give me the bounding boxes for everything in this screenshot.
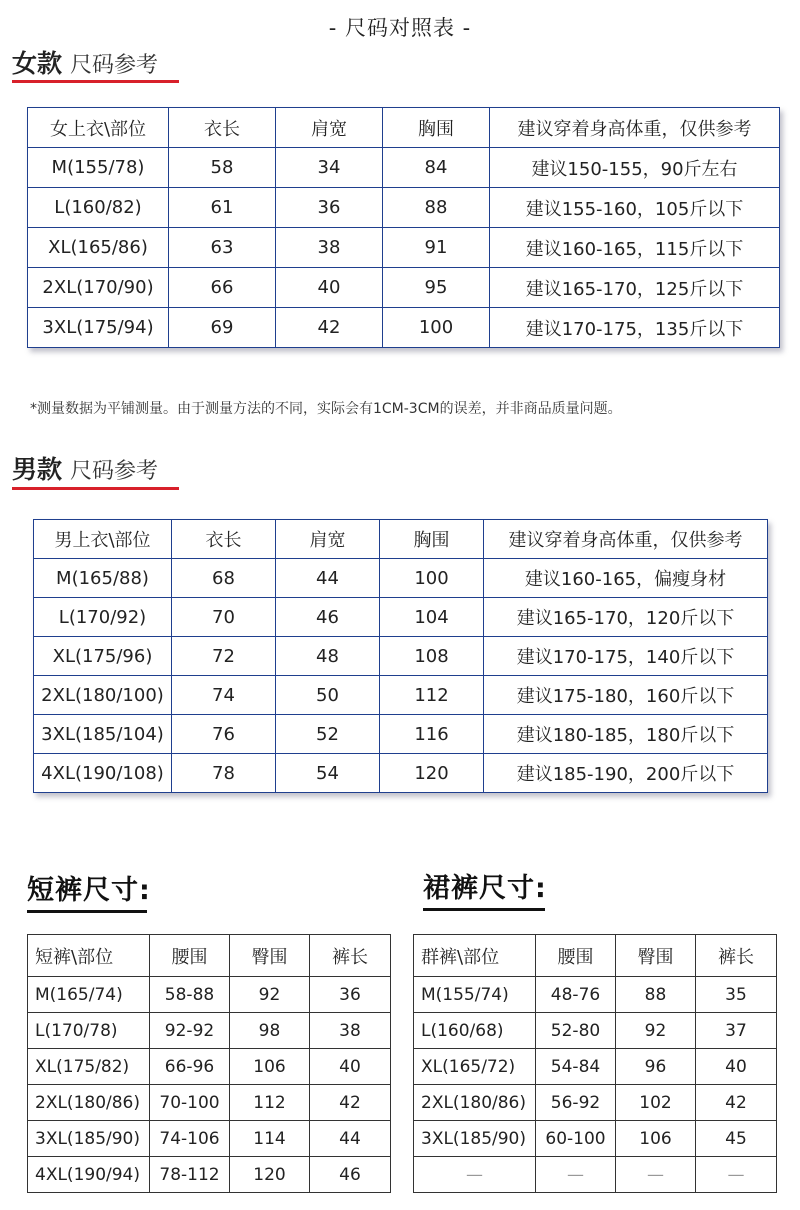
table-cell: 46 <box>310 1157 391 1193</box>
women-column-header: 女上衣\部位 <box>28 108 169 148</box>
table-row <box>34 676 768 715</box>
table-cell: 70-100 <box>150 1085 230 1121</box>
table-cell: 58-88 <box>150 977 230 1013</box>
table-cell: 98 <box>230 1013 310 1049</box>
men-heading: 男款 <box>12 455 63 484</box>
table-cell: M(165/88) <box>34 559 172 598</box>
shorts-header-row <box>28 935 391 977</box>
table-cell: 116 <box>380 715 484 754</box>
shorts-section-heading <box>27 868 151 907</box>
shorts-heading: 短裤尺寸: <box>27 875 151 906</box>
table-row <box>414 1013 777 1049</box>
table-cell: 69 <box>169 308 276 348</box>
table-cell: 63 <box>169 228 276 268</box>
table-cell: XL(165/86) <box>28 228 169 268</box>
men-section-heading <box>12 450 158 486</box>
table-cell: 3XL(185/90) <box>28 1121 150 1157</box>
table-cell: 95 <box>383 268 490 308</box>
table-cell: 建议155-160，105斤以下 <box>490 188 780 228</box>
shorts-size-table <box>27 934 391 1193</box>
table-cell: 36 <box>310 977 391 1013</box>
table-cell: 58 <box>169 148 276 188</box>
table-cell: 54 <box>276 754 380 793</box>
table-row <box>28 1157 391 1193</box>
skort-column-header: 腰围 <box>536 935 616 977</box>
table-cell: 70 <box>172 598 276 637</box>
table-cell: L(170/78) <box>28 1013 150 1049</box>
table-cell: 60-100 <box>536 1121 616 1157</box>
men-subheading: 尺码参考 <box>70 459 159 484</box>
table-cell: 40 <box>310 1049 391 1085</box>
table-cell: 建议180-185，180斤以下 <box>484 715 768 754</box>
skort-header-row <box>414 935 777 977</box>
measurement-note: *测量数据为平铺测量。由于测量方法的不同，实际会有1CM-3CM的误差，并非商品质量问题。 <box>30 401 622 417</box>
table-cell: 建议165-170，125斤以下 <box>490 268 780 308</box>
table-cell: XL(175/96) <box>34 637 172 676</box>
table-cell: — <box>616 1157 696 1193</box>
table-row <box>28 1085 391 1121</box>
table-cell: 104 <box>380 598 484 637</box>
table-cell: 74-106 <box>150 1121 230 1157</box>
table-cell: 38 <box>310 1013 391 1049</box>
table-cell: 2XL(170/90) <box>28 268 169 308</box>
table-row <box>28 1049 391 1085</box>
table-cell: 91 <box>383 228 490 268</box>
table-cell: 建议165-170，120斤以下 <box>484 598 768 637</box>
men-column-header: 衣长 <box>172 520 276 559</box>
table-cell: 48 <box>276 637 380 676</box>
table-cell: 42 <box>310 1085 391 1121</box>
table-cell: 36 <box>276 188 383 228</box>
men-column-header: 男上衣\部位 <box>34 520 172 559</box>
men-column-header: 胸围 <box>380 520 484 559</box>
skort-section-heading <box>423 866 547 905</box>
table-cell: 102 <box>616 1085 696 1121</box>
table-cell: 3XL(185/104) <box>34 715 172 754</box>
table-cell: 112 <box>230 1085 310 1121</box>
women-column-header: 建议穿着身高体重，仅供参考 <box>490 108 780 148</box>
table-cell: M(165/74) <box>28 977 150 1013</box>
women-column-header: 胸围 <box>383 108 490 148</box>
table-cell: 4XL(190/108) <box>34 754 172 793</box>
table-cell: 56-92 <box>536 1085 616 1121</box>
table-cell: 44 <box>310 1121 391 1157</box>
table-cell: 45 <box>696 1121 777 1157</box>
table-cell: 50 <box>276 676 380 715</box>
table-cell: 建议185-190，200斤以下 <box>484 754 768 793</box>
page-title: - 尺码对照表 - <box>328 16 472 40</box>
table-row <box>414 1085 777 1121</box>
table-cell: 120 <box>230 1157 310 1193</box>
skort-column-header: 臀围 <box>616 935 696 977</box>
table-row <box>34 715 768 754</box>
table-row <box>414 1121 777 1157</box>
table-row <box>34 754 768 793</box>
table-row <box>414 977 777 1013</box>
table-cell: 40 <box>276 268 383 308</box>
table-cell: 建议175-180，160斤以下 <box>484 676 768 715</box>
shorts-column-header: 裤长 <box>310 935 391 977</box>
women-column-header: 衣长 <box>169 108 276 148</box>
table-row <box>28 977 391 1013</box>
table-cell: — <box>696 1157 777 1193</box>
table-cell: 44 <box>276 559 380 598</box>
shorts-column-header: 短裤\部位 <box>28 935 150 977</box>
men-column-header: 肩宽 <box>276 520 380 559</box>
table-row <box>34 559 768 598</box>
table-row <box>28 268 780 308</box>
table-cell: — <box>536 1157 616 1193</box>
table-cell: 100 <box>380 559 484 598</box>
table-cell: 建议170-175，135斤以下 <box>490 308 780 348</box>
table-cell: 3XL(175/94) <box>28 308 169 348</box>
table-cell: XL(175/82) <box>28 1049 150 1085</box>
table-cell: 52 <box>276 715 380 754</box>
table-cell: L(170/92) <box>34 598 172 637</box>
table-cell: 66-96 <box>150 1049 230 1085</box>
table-cell: 88 <box>616 977 696 1013</box>
table-cell: 建议160-165，115斤以下 <box>490 228 780 268</box>
table-cell: 120 <box>380 754 484 793</box>
shorts-column-header: 臀围 <box>230 935 310 977</box>
skort-heading-underline <box>423 908 545 911</box>
table-cell: — <box>414 1157 536 1193</box>
table-cell: 114 <box>230 1121 310 1157</box>
table-cell: 40 <box>696 1049 777 1085</box>
table-cell: 61 <box>169 188 276 228</box>
table-cell: 78-112 <box>150 1157 230 1193</box>
table-row <box>28 308 780 348</box>
table-cell: 108 <box>380 637 484 676</box>
table-cell: 2XL(180/86) <box>414 1085 536 1121</box>
men-column-header: 建议穿着身高体重，仅供参考 <box>484 520 768 559</box>
table-row <box>414 1157 777 1193</box>
shorts-heading-underline <box>27 910 147 913</box>
table-cell: 92 <box>230 977 310 1013</box>
table-cell: 88 <box>383 188 490 228</box>
table-cell: 106 <box>616 1121 696 1157</box>
table-cell: 2XL(180/100) <box>34 676 172 715</box>
table-cell: XL(165/72) <box>414 1049 536 1085</box>
table-cell: L(160/82) <box>28 188 169 228</box>
table-row <box>28 148 780 188</box>
women-header-row <box>28 108 780 148</box>
table-cell: 72 <box>172 637 276 676</box>
table-cell: 37 <box>696 1013 777 1049</box>
women-subheading: 尺码参考 <box>70 53 159 78</box>
table-cell: 48-76 <box>536 977 616 1013</box>
table-cell: 35 <box>696 977 777 1013</box>
table-cell: 42 <box>696 1085 777 1121</box>
women-heading-underline <box>12 80 179 83</box>
table-row <box>28 228 780 268</box>
women-heading: 女款 <box>12 49 63 78</box>
table-row <box>28 1121 391 1157</box>
table-cell: 76 <box>172 715 276 754</box>
table-cell: M(155/74) <box>414 977 536 1013</box>
skort-size-table <box>413 934 777 1193</box>
table-row <box>34 598 768 637</box>
table-cell: 68 <box>172 559 276 598</box>
skort-column-header: 裤长 <box>696 935 777 977</box>
table-cell: 100 <box>383 308 490 348</box>
women-size-table <box>27 107 780 348</box>
table-row <box>28 188 780 228</box>
table-cell: 92-92 <box>150 1013 230 1049</box>
table-cell: 38 <box>276 228 383 268</box>
table-cell: 106 <box>230 1049 310 1085</box>
table-row <box>28 1013 391 1049</box>
table-cell: 46 <box>276 598 380 637</box>
men-header-row <box>34 520 768 559</box>
table-cell: 建议170-175，140斤以下 <box>484 637 768 676</box>
table-cell: 34 <box>276 148 383 188</box>
table-cell: M(155/78) <box>28 148 169 188</box>
table-cell: L(160/68) <box>414 1013 536 1049</box>
men-size-table <box>33 519 768 793</box>
table-row <box>34 637 768 676</box>
table-cell: 42 <box>276 308 383 348</box>
women-column-header: 肩宽 <box>276 108 383 148</box>
table-cell: 112 <box>380 676 484 715</box>
table-cell: 3XL(185/90) <box>414 1121 536 1157</box>
table-cell: 66 <box>169 268 276 308</box>
table-cell: 84 <box>383 148 490 188</box>
table-cell: 74 <box>172 676 276 715</box>
table-cell: 92 <box>616 1013 696 1049</box>
shorts-column-header: 腰围 <box>150 935 230 977</box>
table-cell: 78 <box>172 754 276 793</box>
table-cell: 建议150-155，90斤左右 <box>490 148 780 188</box>
skort-column-header: 群裤\部位 <box>414 935 536 977</box>
table-cell: 54-84 <box>536 1049 616 1085</box>
table-row <box>414 1049 777 1085</box>
table-cell: 建议160-165，偏瘦身材 <box>484 559 768 598</box>
men-heading-underline <box>12 487 179 490</box>
table-cell: 52-80 <box>536 1013 616 1049</box>
skort-heading: 裙裤尺寸: <box>423 873 547 904</box>
table-cell: 96 <box>616 1049 696 1085</box>
table-cell: 2XL(180/86) <box>28 1085 150 1121</box>
table-cell: 4XL(190/94) <box>28 1157 150 1193</box>
women-section-heading <box>12 44 158 80</box>
